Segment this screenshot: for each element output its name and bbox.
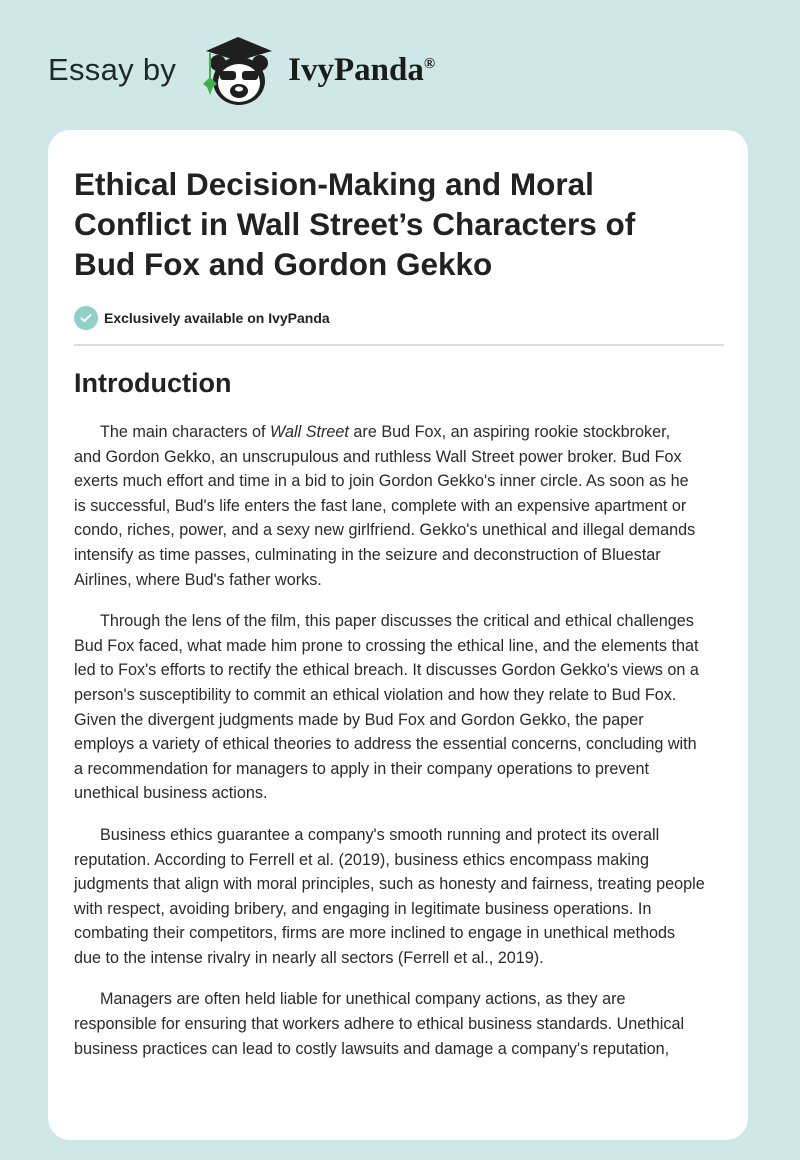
essay-title — [74, 164, 724, 284]
text-line: combating their competitors, firms are more inclined to engage in unethical methods — [74, 924, 676, 943]
section-heading: Introduction — [74, 368, 232, 398]
text-line: with respect, avoiding bribery, and engaging in legitimate business operations. In — [74, 899, 652, 918]
essay-by-label: Essay by — [48, 52, 177, 87]
divider — [74, 344, 724, 346]
text-line: is successful, Bud's life enters the fast lane, complete with an expensive apartment or — [74, 496, 687, 515]
text-line: a recommendation for managers to apply in their company operations to prevent — [74, 759, 649, 778]
exclusive-badge — [74, 306, 330, 330]
paragraph — [74, 987, 734, 1061]
text-line: person's susceptibility to commit an ethical violation and how they relate to Bud Fox. — [74, 685, 677, 704]
site-header — [48, 30, 435, 110]
text-line: and Gordon Gekko, an unscrupulous and ruthless Wall Street power broker. Bud Fox — [74, 447, 682, 466]
text-line: The main characters of Wall Street are Bud Fox, an aspiring rookie stockbroker, — [100, 423, 671, 441]
essay-card — [48, 130, 748, 1140]
panda-logo-icon[interactable] — [198, 29, 280, 111]
title-line: Bud Fox and Gordon Gekko — [74, 246, 493, 282]
essay-body — [74, 420, 734, 1078]
text-line: exerts much effort and time in a bid to join Gordon Gekko's inner circle. As soon as he — [74, 472, 689, 491]
check-circle-icon — [74, 306, 98, 330]
text-line: due to the intense rivalry in nearly all sectors (Ferrell et al., 2019). — [74, 948, 544, 967]
text-line: employs a variety of ethical theories to address the essential concerns, concluding with — [74, 735, 697, 754]
text-line: responsible for ensuring that workers adhere to ethical business standards. Unethical — [74, 1015, 685, 1034]
text-line: unethical business actions. — [74, 784, 268, 803]
text-line: Managers are often held liable for unethical company actions, as they are — [100, 990, 626, 1009]
text-line: reputation. According to Ferrell et al. (2019), business ethics encompass making — [74, 850, 649, 869]
text-line: condo, riches, power, and a sexy new girlfriend. Gekko's unethical and illegal demands — [74, 521, 696, 540]
title-line: Conflict in Wall Street’s Characters of — [74, 206, 636, 242]
text-line: Bud Fox faced, what made him prone to crossing the ethical line, and the elements that — [74, 636, 699, 655]
brand-name[interactable] — [288, 52, 435, 89]
paragraph — [74, 823, 734, 971]
text-line: led to Fox's efforts to rectify the ethical breach. It discusses Gordon Gekko's views on a — [74, 661, 699, 680]
text-line: intensify as time passes, culminating in the seizure and deconstruction of Bluestar — [74, 545, 661, 564]
text-line: business practices can lead to costly lawsuits and damage a company's reputation, — [74, 1039, 670, 1058]
title-line: Ethical Decision-Making and Moral — [74, 166, 594, 202]
text-line: Business ethics guarantee a company's smooth running and protect its overall — [100, 825, 660, 844]
paragraph — [74, 609, 734, 806]
text-line: judgments that align with moral principles, such as honesty and fairness, treating people — [74, 875, 705, 894]
text-line: Airlines, where Bud's father works. — [74, 570, 322, 589]
film-title: Wall Street — [270, 423, 349, 441]
badge-text: Exclusively available on IvyPanda — [104, 310, 330, 326]
paragraph — [74, 420, 734, 592]
registered-mark: ® — [423, 55, 436, 72]
text-line: Through the lens of the film, this paper discusses the critical and ethical challenges — [100, 612, 694, 631]
text-line: Given the divergent judgments made by Bud Fox and Gordon Gekko, the paper — [74, 710, 644, 729]
brand-text: IvyPanda — [288, 51, 424, 88]
